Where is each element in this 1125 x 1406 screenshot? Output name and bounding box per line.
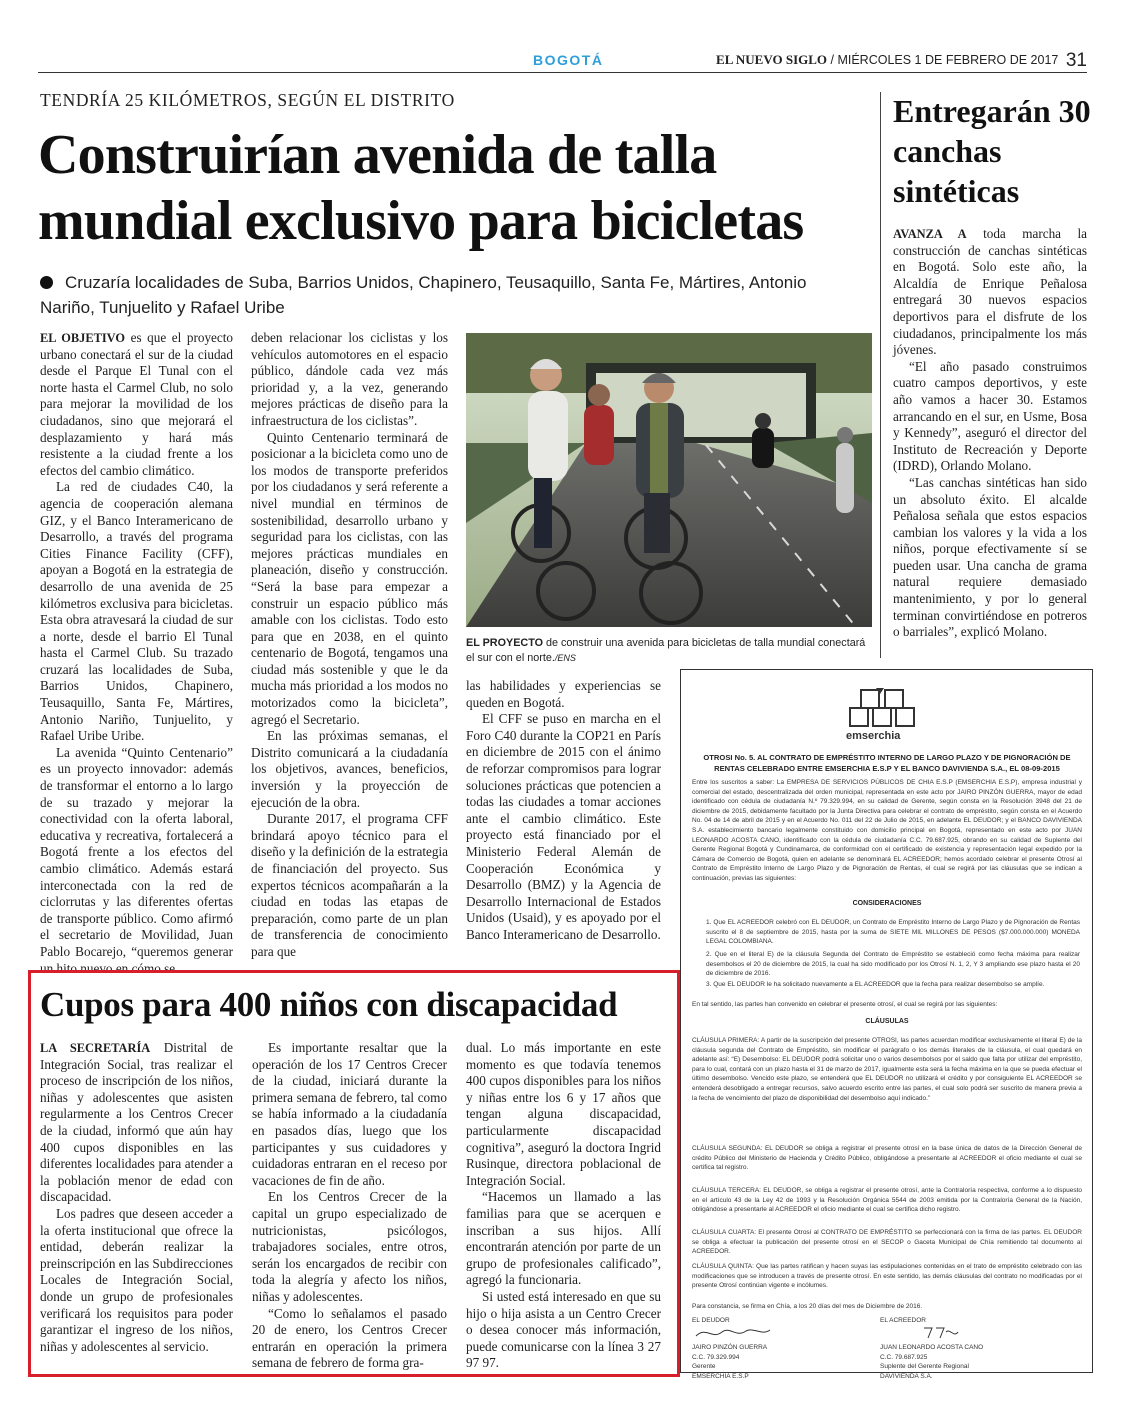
subhead-text: Cruzaría localidades de Suba, Barrios Unidos, Chapinero, Teusaquillo, Santa Fe, Mártires, Antonio Nariño, Tunjuelito y Rafael Uribe	[40, 273, 807, 317]
article-headline: Construirían avenida de talla mundial exclusivo para bicicletas	[38, 124, 804, 252]
boxed-headline: Cupos para 400 niños con discapacidad	[40, 985, 618, 1024]
article-paragraph: El CFF se puso en marcha en el Foro C40 durante la COP21 en París en diciembre de 2015 con el ánimo de reforzar compromisos para lograr soluciones prácticas que potencien a todas las ciudades a tomar acciones ante el cambio climático. Este proyecto está financiado por el Ministerio Federal Alemán de Cooperación Económica y Desarrollo (BMZ) y la Agencia de Desarrollo Internacional de Estados Unidos (Usaid), y es apoyado por el Banco Interamericano de Desarrollo.	[466, 711, 661, 942]
article-paragraph: “El año pasado construimos cuatro campos deportivos, y este año vamos a hacer 30. Estamos arrancando en el sur, en Usme, Bosa y Kennedy”, aseguró el director del Instituto de Recreación y Deporte (IDRD), Orlando Molano.	[893, 358, 1087, 474]
header-rule	[38, 72, 1087, 73]
notice-intro: Entre los suscritos a saber: La EMPRESA DE SERVICIOS PÚBLICOS DE CHIA E.S.P (EMSERCHIA E.S.P), empresa industrial y comercial del estado, descentralizada del orden municipal, representada en este acto por JAIRO PINZÓN GUERRA, mayor de edad identificado con cédula de ciudadanía N.º 79.329.994, en su calidad de Gerente, según consta en la Resolución 3948 del 21 de diciembre de 2015, debidamente facultado por la Junta Directiva para celebrar el contrato de empréstito, según consta en el Acuerdo No. 04 de 14 de abril de 2015 y en el Acuerdo No. 011 del 22 de Julio de 2015, en adelante EL DEUDOR; y el BANCO DAVIVIENDA S.A. establecimiento bancario legalmente constituido con domicilio principal en Bogotá, representado en este acto por JUAN LEONARDO ACOSTA CANO, identificado con la cédula de ciudadanía C.C. 79.687.925, obrando en su calidad de Suplente del Gerente Regional Bogotá y Cundinamarca, de conformidad con el certificado de existencia y representación legal expedido por la Cámara de Comercio de Bogotá, quien en adelante se denominará EL ACREEDOR; hemos acordado celebrar el presente Otrosí al Contrato de Empréstito Interno de Largo Plazo y de Pignoración de Rentas, el cual se regirá por las cláusulas que se indican a continuación, previas las siguientes:	[692, 779, 1082, 882]
notice-consideration: 2. Que en el literal E) de la cláusula Segunda del Contrato de Empréstito se estableció como fecha máxima para realizar desembolsos el 20 de diciembre de 2015, la cual ha sido modificado por los Otrosí N. 1, 2, Y 3 ampliando ese plazo hasta el 20 de diciembre de 2016.	[706, 951, 1080, 978]
column-divider	[880, 92, 881, 658]
newspaper-name: EL NUEVO SIGLO	[716, 52, 828, 67]
article-paragraph	[893, 226, 1087, 359]
boxed-column-3	[466, 1040, 661, 1372]
paragraph-text: es que el proyecto urbano conectará el sur de la ciudad desde el Parque El Tunal con el norte hasta el Carmel Club, no solo para mejorar la movilidad de los ciudadanos, sino que mejorará el desplazamiento y hará más resistente a la ciudad frente a los efectos del cambio climático.	[40, 330, 233, 478]
notice-clause: CLÁUSULA PRIMERA: A partir de la suscripción del presente OTROSI, las partes acuerdan modificar exclusivamente el literal E) de la cláusula segunda del Contrato de Empréstito, sin modificar el parágrafo o los demás literales de la cláusula, el cual quedará en adelante así: “E) Desembolso: EL DEUDOR podrá solicitar uno o varios desembolsos por el saldo que falta por utilizar del empréstito, para lo cual, contará con un plazo hasta el 31 de marzo de 2017, igualmente esta será la fecha máxima en la que se pueda efectuar el último desembolso. Vencido este plazo, se entenderá que EL DEUDOR no utilizará el crédito y por consiguiente EL ACREEDOR se entenderá desobligado a entregar recursos, salvo acuerdo escrito entre las partes, el cual solo podrá ser suscrito de manera previa a la fecha de vencimiento del plazo de disponibilidad del desembolso aquí indicado.”	[692, 1037, 1082, 1102]
page-folio	[716, 50, 1087, 72]
creditor-id: C.C. 79.687.925	[880, 1353, 928, 1361]
debtor-id: C.C. 79.329.994	[692, 1353, 740, 1361]
article-column-3	[466, 678, 661, 944]
notice-clause: CLÁUSULA SEGUNDA: EL DEUDOR se obliga a registrar el presente otrosí en la base única de datos de la Dirección General de crédito Público del Ministerio de Hacienda y Crédito Público, obligándose a presentarle al ACREEDOR el oficio mediante el cual se certifica tal registro.	[692, 1145, 1082, 1172]
boxed-column-2	[252, 1040, 447, 1372]
caption-text: de construir una avenida para bicicletas de talla mundial conectará el sur con el norte.	[466, 637, 866, 664]
notice-title: OTROSI No. 5. AL CONTRATO DE EMPRÉSTITO INTERNO DE LARGO PLAZO Y DE PIGNORACIÓN DE RENTAS CELEBRADO ENTRE EMSERCHIA E.S.P Y EL BANCO DAVIVIENDA S.A., EL 08-09-2015	[703, 753, 1071, 773]
article-paragraph: dual. Lo más importante en este momento es que todavía tenemos 400 cupos disponibles para los niños y niñas entre los 6 y 17 años que tengan alguna discapacidad, particularmente discapacidad cognitiva”, aseguró la doctora Ingrid Rusinque, directora poblacional de Integración Social.	[466, 1040, 661, 1188]
article-paragraph: Es importante resaltar que la operación de los 17 Centros Crecer de la ciudad, iniciará durante la primera semana de febrero, tal como se había informado a la ciudadanía en pasados días, luego que los participantes y sus cuidadores y cuidadoras entraran en el receso por vacaciones de fin de año.	[252, 1040, 447, 1188]
photo-caption	[466, 636, 871, 666]
signature-icon	[880, 1326, 960, 1340]
article-subhead	[40, 270, 860, 320]
notice-closing: Para constancia, se firma en Chía, a los 20 días del mes de Diciembre de 2016.	[692, 1303, 923, 1310]
notice-consideration: 1. Que EL ACREEDOR celebró con EL DEUDOR, un Contrato de Empréstito Interno de Largo Plazo y de Pignoración de Rentas suscrito el 8 de septiembre de 2015, hasta por la suma de SIETE MIL MILLONES DE PESOS ($7.000.000.000) MONEDA LEGAL COLOMBIANA.	[706, 919, 1080, 946]
creditor-name: JUAN LEONARDO ACOSTA CANO	[880, 1344, 984, 1351]
article-paragraph: Quinto Centenario terminará de posicionar a la bicicleta como uno de los modos de transporte preferidos por los ciudadanos y será referente a nivel mundial en términos de sostenibilidad, desarrollo urbano y seguridad para los ciclistas, con las mejores prácticas mundiales en planeación, diseño y construcción. “Será la base para empezar a construir un espacio público más amable con los ciclistas. Todo esto para que en 2038, en el quinto centenario de Bogotá, tengamos una ciudad más sostenible y que le da mucha más prioridad a los modos no motorizados como la bicicleta”, agregó el Secretario.	[251, 429, 448, 727]
article-paragraph: En los Centros Crecer de la capital un grupo especializado de nutricionistas, psicólogos, trabajadores sociales, entre otros, serán los encargados de recibir con toda la alegría y afecto los niños, niñas y adolescentes.	[252, 1189, 447, 1304]
sidebar-headline: Entregarán 30 canchas sintéticas	[893, 93, 1091, 209]
notice-agreed: En tal sentido, las partes han convenido en celebrar el presente otrosí, el cual se regirá por las siguientes:	[692, 1001, 998, 1008]
paragraph-text: Distrital de Integración Social, tras realizar el proceso de inscripción de los niños, niñas y adolescentes que asisten regularmente a los Centros Crecer de la ciudad, informó que aún hay 400 cupos disponibles en las diferentes localidades para atender a la población menor de edad con discapacidad.	[40, 1040, 234, 1205]
debtor-name: JAIRO PINZÓN GUERRA	[692, 1344, 768, 1351]
debtor-role: Gerente	[692, 1363, 716, 1370]
article-paragraph: Durante 2017, el programa CFF brindará apoyo técnico para el diseño y la definición de la estrategia de financiación del proyecto. Sus expertos técnicos acompañarán a la ciudad en todas las etapas de preparación, como parte de un plan de transferencia de conocimiento para que	[251, 811, 448, 959]
creditor-signature-block	[880, 1316, 1070, 1381]
sidebar-column	[893, 226, 1087, 641]
paragraph-text: toda marcha la construcción de canchas sintéticas en Bogotá. Solo este año, la Alcaldía de Enrique Peñalosa entregará 30 nuevos espacios deportivos para el disfrute de los ciudadanos, principalmente los más jóvenes.	[893, 226, 1087, 358]
article-paragraph: “Hacemos un llamado a las familias para que se acerquen e inscriban a sus hijos. Allí encontrarán atención por parte de un grupo de profesionales calificado”, agregó la funcionaria.	[466, 1189, 661, 1288]
boxed-column-1	[40, 1040, 233, 1355]
bullet-icon	[40, 276, 53, 289]
page-number: 31	[1065, 50, 1087, 71]
article-paragraph: En las próximas semanas, el Distrito comunicará a la ciudadanía los objetivos, avances, beneficios, inversión y la proyección de ejecución de la obra.	[251, 728, 448, 810]
notice-clause: CLÁUSULA QUINTA: Que las partes ratifican y hacen suyas las estipulaciones contenidas en el trato de empréstito celebrado con las modificaciones que se introducen a través de presente otrosí. En este sentido, las demás cláusulas del contrato no modificadas por el presente Otrosí continúan vigente e incólumes.	[692, 1263, 1082, 1290]
article-column-1	[40, 330, 233, 977]
caption-lead: EL PROYECTO	[466, 637, 543, 649]
article-paragraph: las habilidades y experiencias se queden en Bogotá.	[466, 678, 661, 710]
cyclists-photo	[466, 333, 872, 627]
article-paragraph: La avenida “Quinto Centenario” es un proyecto innovador: además de transformar el entorno a lo largo de su trazado y mejorar la conectividad con la oferta laboral, educativa y recreativa, fortalecerá a Bogotá frente a los efectos del cambio climático. Además estará interconectada con la red de ciclorrutas y las diferentes ofertas de transporte público. Como afirmó el secretario de Movilidad, Juan Pablo Bocarejo, “queremos generar un hito nuevo en cómo se	[40, 744, 233, 976]
notice-clause: CLÁUSULA CUARTA: El presente Otrosí al CONTRATO DE EMPRÉSTITO se perfeccionará con la firma de las partes. EL DEUDOR se obliga a efectuar la publicación del presente otrosí en el SECOP o Gaceta Municipal de Chía remitiendo tal documento al ACREEDOR.	[692, 1229, 1082, 1256]
article-paragraph: “Las canchas sintéticas han sido un absoluto éxito. El alcalde Peñalosa señala que estos espacios cambian los valores y la vida a los niños, porque efectivamente sí se pueden usar. Una cancha de grama natural requiere demasiado mantenimiento, y por lo general terminan convirtiéndose en potreros o barriales”, explicó Molano.	[893, 474, 1087, 640]
article-paragraph	[40, 1040, 233, 1206]
caption-credit: /ENS	[554, 653, 576, 663]
article-kicker: TENDRÍA 25 KILÓMETROS, SEGÚN EL DISTRITO	[40, 90, 455, 110]
notice-clauses-title: CLÁUSULAS	[865, 1018, 909, 1025]
notice-clause: CLÁUSULA TERCERA: EL DEUDOR, se obliga a registrar el presente otrosí, ante la Contraloría respectiva, conforme a lo dispuesto en el artículo 43 de la Ley 42 de 1993 y la Resolución Orgánica 5544 de 2003 emitida por la Contraloría General de la Nación, obligándose a presentarle al ACREEDOR el oficio mediante el cual se certifica dicho registro.	[692, 1187, 1082, 1214]
section-label: BOGOTÁ	[533, 52, 604, 68]
article-paragraph: Los padres que deseen acceder a la oferta institucional que ofrece la entidad, deberán realizar la preinscripción en las Subdirecciones Locales de Integración Social, donde un grupo de profesionales verificará los requisitos para poder garantizar el ingreso de los niños, niñas y adolescentes al servicio.	[40, 1205, 233, 1354]
notice-considerations-title: CONSIDERACIONES	[852, 900, 922, 907]
debtor-signature-block	[692, 1316, 852, 1381]
article-paragraph: La red de ciudades C40, la agencia de cooperación alemana GIZ, y el Banco Interamericano de Desarrollo, a través del programa Cities Finance Facility (CFF), apoyan a Bogotá en la estrategia de desarrollo de una avenida de 25 kilómetros exclusiva para bicicletas. Esta obra atravesará la ciudad de sur a norte, desde el barrio El Tunal hasta el Carmel Club. Su trazado cruzará las localidades de Suba, Barrios Unidos, Chapinero, Teusaquillo, Santa Fe, Mártires, Antonio Nariño, Tunjuelito, y Rafael Uribe Uribe.	[40, 479, 233, 744]
lead-in: LA SECRETARÍA	[40, 1041, 151, 1055]
lead-in: EL OBJETIVO	[40, 331, 126, 345]
article-column-2	[251, 330, 448, 961]
creditor-org: DAVIVIENDA S.A.	[880, 1372, 933, 1380]
creditor-role: Suplente del Gerente Regional	[880, 1363, 969, 1370]
notice-brand: emserchia	[846, 730, 901, 742]
cyclists-illustration	[466, 333, 872, 627]
lead-in: AVANZA A	[893, 227, 967, 241]
debtor-label: EL DEUDOR	[692, 1317, 730, 1324]
article-paragraph: “Como lo señalamos el pasado 20 de enero, los Centros Crecer entrarán en operación la primera semana de febrero de forma gra-	[252, 1305, 447, 1371]
signature-icon	[692, 1326, 772, 1340]
debtor-org: EMSERCHIA E.S.P	[692, 1372, 749, 1380]
creditor-label: EL ACREEDOR	[880, 1317, 926, 1324]
article-paragraph: deben relacionar los ciclistas y los vehículos automotores en el espacio público, dándole cada vez más prioridad y, a la vez, generando mejores prácticas de diseño para la infraestructura de los ciclistas”.	[251, 330, 448, 428]
issue-date: / MIÉRCOLES 1 DE FEBRERO DE 2017	[830, 53, 1059, 67]
notice-consideration: 3. Que EL DEUDOR le ha solicitado nuevamente a EL ACREEDOR que la fecha para realizar desembolso se amplíe.	[706, 981, 1045, 988]
article-paragraph	[40, 330, 233, 479]
article-paragraph: Si usted está interesado en que su hijo o hija asista a un Centro Crecer o desea conocer más información, puede comunicarse con la línea 3 27 97 97.	[466, 1288, 661, 1371]
